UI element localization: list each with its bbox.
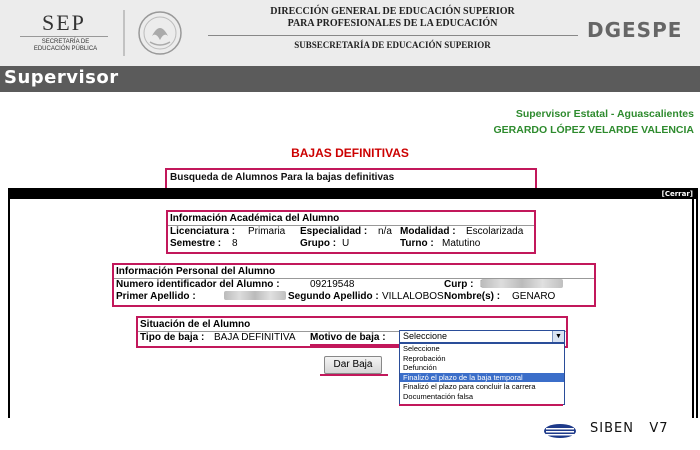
role-bar [0, 66, 700, 92]
option-documentacion-falsa[interactable]: Documentación falsa [403, 391, 474, 401]
option-reprobacion[interactable]: Reprobación [403, 353, 446, 363]
licenciatura-value: Primaria [248, 226, 286, 237]
chevron-down-icon[interactable]: ▼ [552, 331, 564, 342]
student-status-heading: Situación de el Alumno [138, 318, 566, 332]
segundo-apellido-value: VILLALOBOS [382, 291, 444, 302]
modal-close-button[interactable]: [Cerrar] [661, 190, 693, 198]
personal-info-section [112, 263, 596, 307]
student-id-label: Numero identificador del Alumno : [116, 279, 280, 290]
tipo-baja-value: BAJA DEFINITIVA [214, 332, 296, 343]
grupo-label: Grupo : [300, 238, 337, 249]
nombre-value: GENARO [512, 291, 556, 302]
role-title: Supervisor [4, 67, 119, 88]
curp-label: Curp : [444, 279, 474, 290]
header-line-1: DIRECCIÓN GENERAL DE EDUCACIÓN SUPERIOR [270, 6, 515, 17]
especialidad-value: n/a [378, 226, 392, 237]
mexico-eagle-seal [120, 6, 190, 60]
grupo-value: U [342, 238, 350, 249]
dgespe-logo: DGESPE [587, 18, 683, 42]
header-banner [0, 0, 700, 67]
search-heading: Busqueda de Alumnos Para la bajas definitivas [170, 172, 395, 183]
dar-baja-button[interactable]: Dar Baja [324, 356, 382, 374]
header-line-3: SUBSECRETARÍA DE EDUCACIÓN SUPERIOR [294, 40, 491, 50]
licenciatura-label: Licenciatura : [170, 226, 236, 237]
nombre-label: Nombre(s) : [444, 291, 501, 302]
curp-redacted [481, 279, 563, 288]
motivo-baja-label: Motivo de baja : [310, 332, 386, 343]
academic-info-section [166, 210, 536, 254]
user-role-state: Supervisor Estatal - Aguascalientes [515, 108, 694, 120]
option-finalizo-baja-temporal[interactable]: Finalizó el plazo de la baja temporal [400, 373, 564, 383]
option-seleccione[interactable]: Seleccione [403, 344, 440, 353]
motivo-baja-options [399, 343, 565, 405]
semestre-label: Semestre : [170, 238, 222, 249]
academic-info-heading: Información Académica del Alumno [168, 212, 534, 226]
semestre-value: 8 [232, 238, 238, 249]
motivo-baja-select[interactable] [399, 330, 565, 343]
header-line-2: PARA PROFESIONALES DE LA EDUCACIÓN [287, 18, 498, 29]
option-finalizo-concluir-carrera[interactable]: Finalizó el plazo para concluir la carrera [403, 382, 536, 392]
primer-apellido-label: Primer Apellido : [116, 291, 196, 302]
student-drop-modal [8, 188, 698, 422]
modalidad-value: Escolarizada [466, 226, 524, 237]
segundo-apellido-label: Segundo Apellido : [288, 291, 379, 302]
personal-info-heading: Información Personal del Alumno [114, 265, 594, 279]
dropdown-underline [399, 404, 563, 406]
option-defuncion[interactable]: Defunción [403, 363, 437, 373]
footer [0, 418, 700, 450]
student-id-value: 09219548 [310, 279, 355, 290]
motivo-baja-selected: Seleccione [403, 331, 448, 341]
modal-body [10, 199, 694, 420]
header-institution-text [205, 6, 580, 64]
motivo-underline [310, 344, 400, 346]
modal-title-bar [10, 190, 696, 199]
user-name: GERARDO LÓPEZ VELARDE VALENCIA [493, 124, 694, 136]
especialidad-label: Especialidad : [300, 226, 368, 237]
sep-logo-text: SEP [42, 10, 86, 35]
modalidad-label: Modalidad : [400, 226, 456, 237]
turno-label: Turno : [400, 238, 434, 249]
sep-logo [12, 8, 132, 60]
siben-version: SIBEN V7 [590, 421, 669, 436]
dar-baja-underline [320, 374, 388, 376]
tipo-baja-label: Tipo de baja : [140, 332, 205, 343]
siben-logo-icon [538, 423, 578, 439]
turno-value: Matutino [442, 238, 481, 249]
page-title: BAJAS DEFINITIVAS [291, 146, 409, 160]
sep-subtitle: SECRETARÍA DE EDUCACIÓN PÚBLICA [33, 39, 98, 52]
